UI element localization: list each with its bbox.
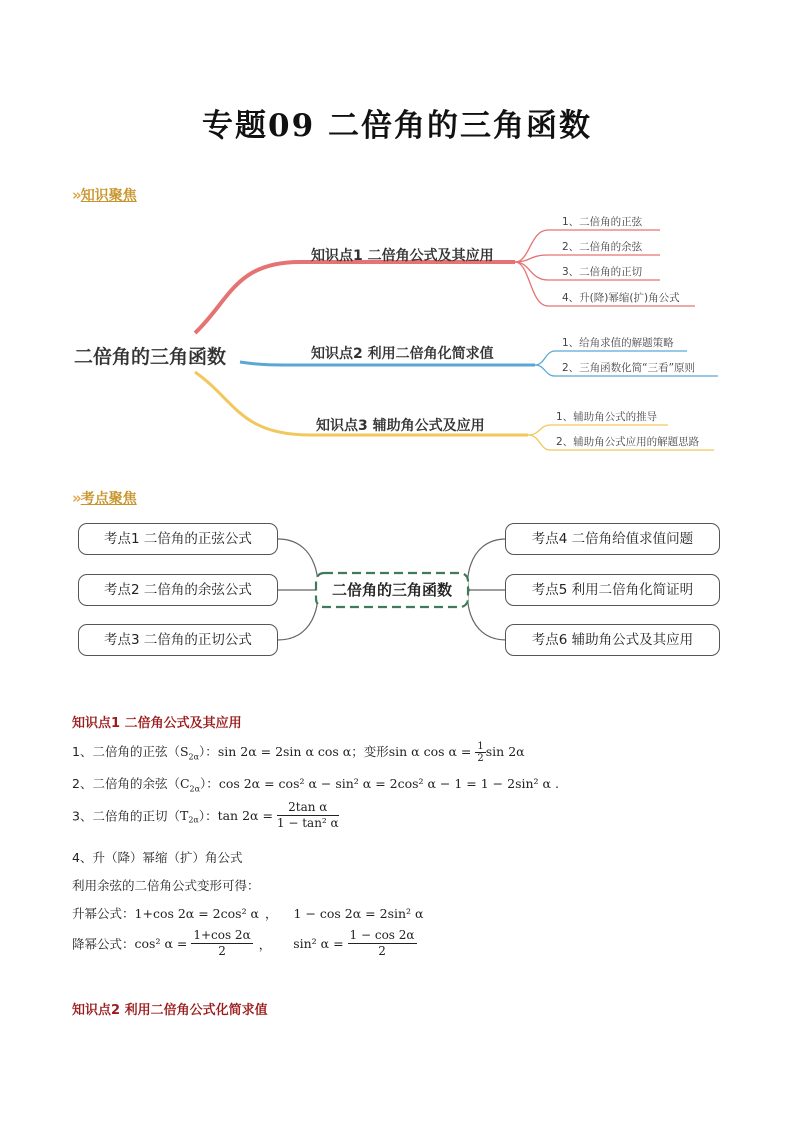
kp1-heading: 知识点1 二倍角公式及其应用 (72, 716, 242, 731)
branch-1-item: 3、二倍角的正切 (562, 266, 643, 278)
branch-1-item: 2、二倍角的余弦 (562, 241, 643, 253)
branch-2-item: 1、给角求值的解题策略 (562, 337, 674, 349)
branch-1-item: 1、二倍角的正弦 (562, 216, 643, 228)
exam-node: 考点1 二倍角的正弦公式 (78, 523, 278, 555)
branch-label-3: 知识点3 辅助角公式及应用 (316, 418, 485, 434)
formula-line-lower-power: 降幂公式：cos² α = $\frac{1+\cos 2\alpha}{2}$ ， sin² α = $\frac{1 - \cos 2\alpha}{2}$ (72, 928, 415, 958)
branch-1-item: 4、升(降)幂缩(扩)角公式 (562, 292, 680, 304)
branch-2-item: 2、三角函数化简“三看”原则 (562, 362, 696, 374)
branch-3-item: 2、辅助角公式应用的解题思路 (556, 436, 700, 448)
exam-node: 考点3 二倍角的正切公式 (78, 624, 278, 656)
text-line: 利用余弦的二倍角公式变形可得： (72, 878, 260, 893)
double-chevron-icon: » (72, 489, 79, 507)
section-label: 知识聚焦 (80, 188, 137, 204)
kp2-heading: 知识点2 利用二倍角公式化简求值 (72, 1003, 268, 1018)
section-label: 考点聚焦 (80, 491, 137, 507)
branch-label-1: 知识点1 二倍角公式及其应用 (311, 248, 494, 264)
formula-line-tan: 3、二倍角的正切$(T_{2\alpha})$：tan 2α = $\frac{\text{2tan α}}{\text{1 − tan² α}}$ (72, 800, 339, 830)
exam-center-node: 二倍角的三角函数 (331, 581, 452, 599)
branch-label-2: 知识点2 利用二倍角化简求值 (311, 346, 494, 362)
double-chevron-icon: » (72, 186, 79, 204)
mindmap-root: 二倍角的三角函数 (74, 346, 227, 368)
formula-line-cos: 2、二倍角的余弦$(C_{2\alpha})$：cos 2α = cos² α − sin² α = 2cos² α − 1 = 1 − 2sin² α . (72, 776, 559, 794)
fraction-sin-lower: $\frac{1 - \cos 2\alpha}{2}$ (349, 928, 415, 958)
text-line: 4、升（降）幂缩（扩）角公式 (72, 850, 243, 865)
fraction-tan: $\frac{\text{2tan α}}{\text{1 − tan² α}}$ (276, 800, 339, 830)
exam-node: 考点6 辅助角公式及其应用 (505, 624, 720, 656)
exam-node: 考点2 二倍角的余弦公式 (78, 574, 278, 606)
branch-3-item: 1、辅助角公式的推导 (556, 411, 658, 423)
fraction-half: $\frac{1}{2}$ (477, 741, 484, 764)
exam-node: 考点4 二倍角给值求值问题 (505, 523, 720, 555)
exam-node: 考点5 利用二倍角化简证明 (505, 574, 720, 606)
page-title: 专题09 二倍角的三角函数 (202, 108, 592, 144)
fraction-cos-lower: $\frac{1+\cos 2\alpha}{2}$ (193, 928, 251, 958)
formula-line-sin: 1、二倍角的正弦$(S_{2\alpha})$：sin 2α = 2sin α cos α；变形sin α cos α = $\frac{1}{2}$ sin 2α (72, 741, 525, 764)
formula-line-raise-power: 升幂公式：1+cos 2α = 2cos² α ， 1 − cos 2α = 2sin² α (72, 906, 424, 921)
